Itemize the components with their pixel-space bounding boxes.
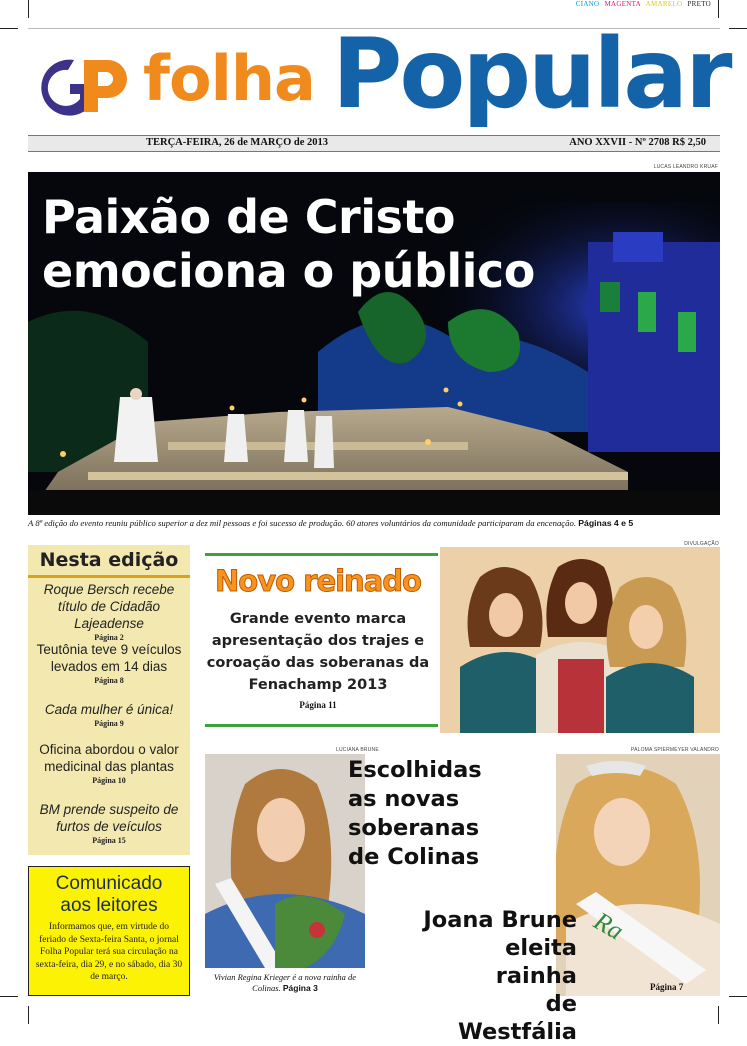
brand-folha: folha [143,42,315,115]
novo-reinado-bottom-rule [205,724,438,727]
logo-letters: GP [34,52,36,53]
colinas-headline-line3: soberanas [348,815,480,841]
edicao-item-page: Página 8 [94,676,124,685]
edicao-item-page: Página 15 [92,836,126,845]
edicao-item[interactable] [28,581,190,644]
novo-reinado-page: Página 11 [299,700,337,710]
colinas-headline [348,756,482,872]
photo-credit-queens: DIVULGAÇÃO [684,541,719,547]
vivian-caption-page: Página 3 [282,983,318,993]
joana-headline-line2: eleita rainha [495,935,577,989]
colinas-headline-line1: Escolhidas [348,757,482,783]
hero-photo [28,172,720,515]
edicao-item-text: Oficina abordou o valor medicinal das plantas [39,742,179,774]
issue-number-price: ANO XXVII - Nº 2708 R$ 2,50 [569,137,706,148]
color-yellow: AMARELO [645,0,683,8]
hero-headline-line1: Paixão de Cristo [42,190,455,244]
dateline-bar [28,135,720,152]
photo-credit-joana: PALOMA SPIERMEYER VALANDRO [630,747,719,753]
crop-mark [729,28,747,29]
queens-photo [440,547,720,733]
hero-caption [28,518,728,528]
edicao-item[interactable] [28,701,190,730]
edicao-item[interactable] [28,741,190,787]
comunicado-title [29,873,189,917]
comunicado-body: Informamos que, em virtude do feriado de Sexta-feira Santa, o jornal Folha Popular terá sua circulação na sexta-feira, dia 29, e no sábado, dia 30 de março. [35,922,183,982]
comunicado-title-line1: Comunicado [55,873,163,894]
hero-headline-line2: emociona o público [42,244,535,298]
joana-photo [556,754,720,996]
crop-mark [718,0,719,18]
hero-caption-text: A 8ª edição do evento reuniu público superior a dez mil pessoas e foi sucesso de produção. 60 atores voluntários da comunidade participaram da encenação. [28,518,577,528]
color-black: PRETO [687,0,711,8]
edicao-item[interactable] [28,801,190,847]
crop-mark [0,996,18,997]
photo-credit-hero: LUCAS LEANDRO KRUAF [653,164,718,170]
novo-reinado-title: Novo reinado [215,564,421,598]
comunicado-box [28,866,190,996]
joana-headline-line3: de Westfália [457,991,577,1045]
edicao-item-text: Roque Bersch recebe título de Cidadão Lajeadense [43,582,175,631]
edicao-item-text: BM prende suspeito de furtos de veículos [39,802,179,834]
colinas-headline-line2: as novas [348,786,460,812]
crop-mark [28,0,29,18]
joana-page: Página 7 [650,982,684,992]
joana-headline-line1: Joana Brune [423,907,577,933]
crop-mark [729,996,747,997]
hero-caption-pages: Páginas 4 e 5 [578,518,634,528]
nesta-edicao-box [28,545,190,855]
novo-reinado-top-rule [205,553,438,556]
vivian-photo [205,754,365,968]
nesta-edicao-rule [28,575,190,578]
hero-headline [42,190,535,298]
novo-reinado-text: Grande evento marca apresentação dos trajes e coroação das soberanas da Fenachamp 2013 [206,611,430,693]
edicao-item-text: Cada mulher é única! [44,702,174,717]
vivian-caption [205,972,365,994]
crop-mark [28,1006,29,1024]
edicao-item[interactable] [28,641,190,687]
edicao-item-text: Teutônia teve 9 veículos levados em 14 dias [36,642,182,674]
gp-logo-icon [34,52,130,118]
comunicado-title-line2: aos leitores [60,895,158,916]
color-magenta: MAGENTA [604,0,641,8]
color-cyan: CIANO [575,0,600,8]
edicao-item-page: Página 2 [94,633,124,642]
nesta-edicao-title: Nesta edição [39,549,179,571]
sash-text: Ra [589,906,629,946]
crop-mark [718,1006,719,1024]
edicao-item-page: Página 9 [94,719,124,728]
three-queens-image [440,547,720,733]
print-color-bar [573,0,711,8]
photo-credit-vivian: LUCIANA BRUNE [336,747,379,753]
crop-mark [0,28,18,29]
joana-queen-image [556,754,720,996]
brand-popular: Popular [332,18,730,130]
vivian-queen-image [205,754,365,968]
vivian-caption-text: Vivian Regina Krieger é a nova rainha de Colinas. [213,972,357,993]
edicao-item-page: Página 10 [92,776,126,785]
issue-date: TERÇA-FEIRA, 26 de MARÇO de 2013 [146,137,328,148]
joana-headline [422,906,577,1046]
colinas-headline-line4: de Colinas [348,844,480,870]
